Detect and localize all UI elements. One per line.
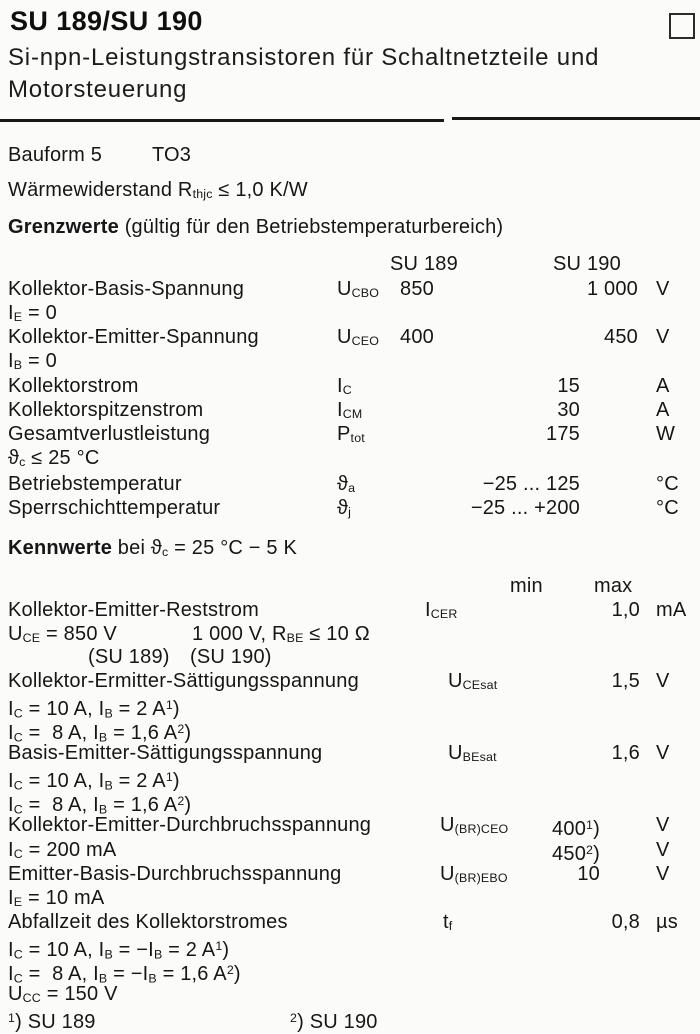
footnotes-row: [0, 1006, 700, 1034]
row-bauform: [0, 143, 700, 167]
table-row-icer: [0, 598, 700, 622]
subtitle-line1: Si-npn-Leistungstransistoren für Schaltnetzteile und: [8, 44, 600, 71]
param-symbol: $U_{(BR)EBO}$: [440, 863, 508, 886]
kennwerte-heading: Kennwerte: [8, 537, 113, 559]
table-row-condition: [0, 886, 700, 910]
value-su189: 850: [400, 278, 434, 300]
footnote-su190: $^2$) SU 190: [290, 1011, 378, 1034]
param-label: Kollektor-Emitter-Spannung: [8, 326, 259, 348]
grenzwerte-column-headers: [0, 252, 700, 276]
value-min: $400^1$): [552, 818, 600, 841]
unit: V: [656, 278, 670, 300]
param-symbol: $U_{(BR)CEO}$: [440, 814, 509, 837]
param-symbol: $t_f$: [443, 911, 453, 934]
unit: mA: [656, 599, 687, 621]
section-heading-grenzwerte: [0, 215, 700, 239]
page-title: SU 189/SU 190: [10, 6, 203, 36]
table-row-condition: [0, 645, 700, 669]
param-label: Gesamtverlustleistung: [8, 423, 211, 445]
column-header-su190: SU 190: [553, 253, 621, 275]
value: −25 ... 125: [482, 473, 580, 495]
table-row-ubrebo: [0, 862, 700, 886]
table-row-ucesat: [0, 669, 700, 693]
table-row-condition: [0, 982, 700, 1006]
bauform-value: TO3: [152, 144, 192, 166]
value: 15: [557, 375, 580, 397]
condition-text: $I_E = 10$ mA: [8, 887, 105, 910]
value-min: $450^2$): [552, 843, 600, 866]
condition-text: $I_C = 8$ A, $I_B = 1,6$ $A^2$): [8, 794, 192, 817]
table-row-condition: [0, 717, 700, 745]
table-row-condition: [0, 765, 700, 793]
param-symbol: $ϑ_a$: [337, 473, 356, 496]
value-max: 1,5: [611, 670, 640, 692]
unit: V: [656, 814, 670, 836]
condition-text: (SU 190): [190, 646, 272, 668]
value: −25 ... +200: [470, 497, 580, 519]
condition-text: $I_C = 10$ A, $I_B = -I_B = 2$ $A^1$): [8, 939, 230, 962]
param-label: Kollektor-Basis-Spannung: [8, 278, 245, 300]
value-min: 10: [577, 863, 600, 885]
table-row-condition: [0, 349, 700, 373]
table-row-ucbo: [0, 277, 700, 301]
param-label: Sperrschichttemperatur: [8, 497, 221, 519]
param-symbol: $U_{CEsat}$: [448, 670, 498, 693]
param-symbol: $U_{CEO}$: [337, 326, 380, 349]
value-max: 1,0: [611, 599, 640, 621]
table-row-condition: [0, 622, 700, 646]
footnote-su189: $^1$) SU 189: [8, 1011, 96, 1034]
value: 175: [546, 423, 580, 445]
table-row-condition: [0, 693, 700, 721]
table-row-icm: [0, 398, 700, 422]
thermal-resistance-text: Wärmewiderstand $R_{thjc} \le 1,0$ K/W: [8, 179, 308, 202]
corner-checkbox-mark: [669, 13, 695, 39]
table-row-theta-j: [0, 496, 700, 520]
value-su190: 1 000: [586, 278, 638, 300]
row-thermal-resistance: [0, 178, 700, 202]
condition-text: $I_B = 0$: [8, 350, 57, 373]
param-label: Kollektorstrom: [8, 375, 139, 397]
table-row-ubrceo: [0, 813, 700, 841]
condition-text: $I_C = 200$ mA: [8, 839, 117, 862]
column-header-max: max: [594, 575, 633, 597]
unit: °C: [656, 473, 679, 495]
grenzwerte-heading-note: (gültig für den Betriebstemperaturbereich): [118, 216, 504, 238]
param-label: Kollektorspitzenstrom: [8, 399, 204, 421]
horizontal-rule-left: [0, 119, 444, 122]
condition-text: $U_{CC} = 150$ V: [8, 983, 118, 1006]
unit: W: [656, 423, 676, 445]
param-label: Emitter-Basis-Durchbruchsspannung: [8, 863, 342, 885]
unit: V: [656, 839, 670, 861]
value-su189: 400: [400, 326, 434, 348]
condition-text: $I_C = 8$ A, $I_B = 1,6$ $A^2$): [8, 722, 192, 745]
kennwerte-column-headers: [0, 574, 700, 598]
condition-text: 1 000 V, $R_{BE} \le 10$ Ω: [192, 623, 370, 646]
unit: A: [656, 375, 670, 397]
param-label: Kollektor-Emitter-Reststrom: [8, 599, 259, 621]
unit: V: [656, 326, 670, 348]
kennwerte-heading-note: bei $ϑ_c = 25$ °C − 5 K: [112, 537, 298, 560]
table-row-ptot: [0, 422, 700, 446]
param-symbol: $U_{BEsat}$: [448, 742, 497, 765]
condition-text: (SU 189): [88, 646, 170, 668]
condition-text: $ϑ_c \le 25$ °C: [8, 447, 100, 470]
value-max: 0,8: [611, 911, 640, 933]
param-symbol: $U_{CBO}$: [337, 278, 380, 301]
column-header-su189: SU 189: [390, 253, 458, 275]
table-row-tf: [0, 910, 700, 934]
param-symbol: $I_{CER}$: [425, 599, 458, 622]
value-max: 1,6: [611, 742, 640, 764]
param-symbol: $P_{tot}$: [337, 423, 365, 446]
condition-text: $I_C = 10$ A, $I_B = 2$ $A^1$): [8, 698, 180, 721]
table-row-ic: [0, 374, 700, 398]
param-label: Kollektor-Emitter-Durchbruchsspannung: [8, 814, 372, 836]
unit: µs: [656, 911, 678, 933]
condition-text: $I_C = 8$ A, $I_B = -I_B = 1,6$ $A^2$): [8, 963, 241, 986]
param-label: Abfallzeit des Kollektorstromes: [8, 911, 288, 933]
param-symbol: $I_{CM}$: [337, 399, 363, 422]
param-label: Basis-Emitter-Sättigungsspannung: [8, 742, 323, 764]
unit: °C: [656, 497, 679, 519]
condition-text: $I_C = 10$ A, $I_B = 2$ $A^1$): [8, 770, 180, 793]
table-row-ubesat: [0, 741, 700, 765]
unit: V: [656, 863, 670, 885]
condition-text: $U_{CE} = 850$ V: [8, 623, 117, 646]
grenzwerte-heading: Grenzwerte: [8, 216, 119, 238]
table-row-theta-a: [0, 472, 700, 496]
table-row-condition: [0, 446, 700, 470]
table-row-condition: [0, 958, 700, 986]
bauform-label: Bauform 5: [8, 144, 103, 166]
condition-text: $I_E = 0$: [8, 302, 57, 325]
section-heading-kennwerte: [0, 536, 700, 560]
unit: A: [656, 399, 670, 421]
value-su190: 450: [604, 326, 638, 348]
unit: V: [656, 670, 670, 692]
param-symbol: $I_C$: [337, 375, 352, 398]
table-row-condition: [0, 934, 700, 962]
param-symbol: $ϑ_j$: [337, 497, 352, 520]
table-row-condition: [0, 838, 700, 866]
unit: V: [656, 742, 670, 764]
table-row-condition: [0, 789, 700, 817]
horizontal-rule-right: [452, 117, 700, 120]
table-row-condition: [0, 301, 700, 325]
param-label: Kollektor-Ermitter-Sättigungsspannung: [8, 670, 359, 692]
subtitle-line2: Motorsteuerung: [8, 76, 188, 103]
table-row-uceo: [0, 325, 700, 349]
column-header-min: min: [510, 575, 543, 597]
value: 30: [557, 399, 580, 421]
param-label: Betriebstemperatur: [8, 473, 182, 495]
